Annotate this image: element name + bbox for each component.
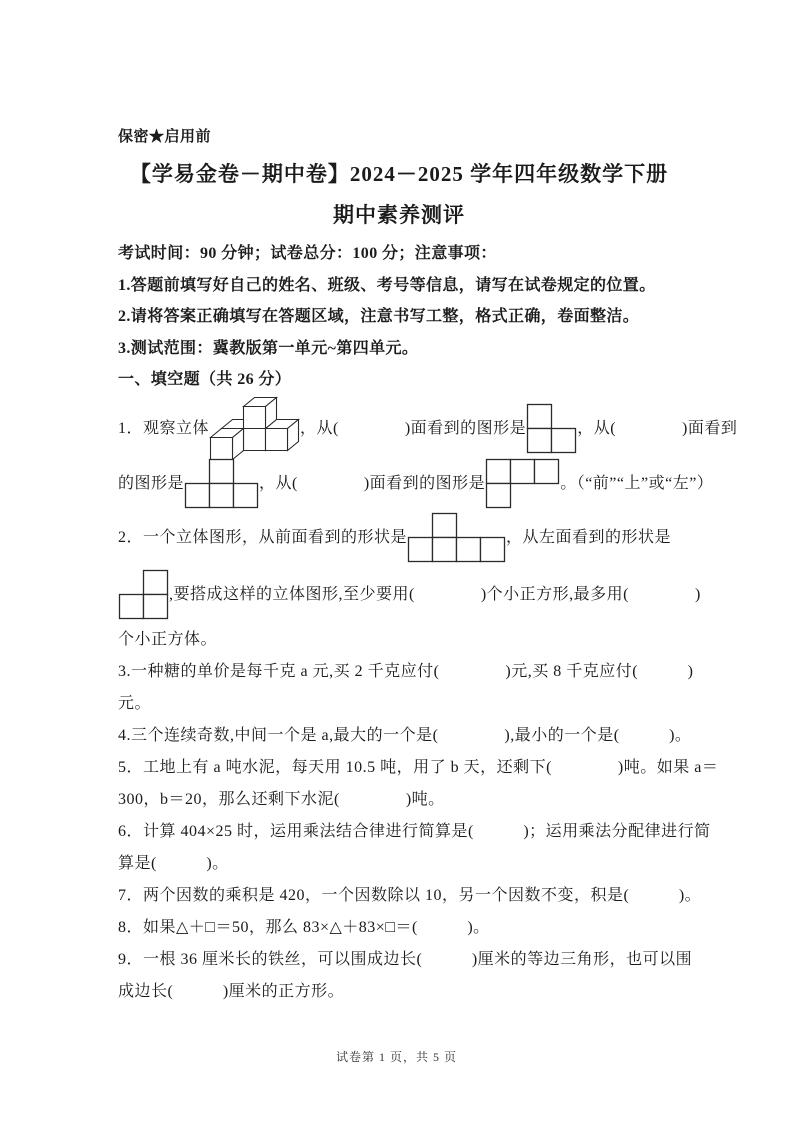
q1-solid-figure [209, 396, 300, 461]
exam-title-line1: 【学易金卷－期中卷】2024－2025 学年四年级数学下册 [129, 162, 669, 186]
question-2-line-1 [118, 510, 680, 566]
text-run: 个小正方体。 [118, 630, 218, 648]
secrecy-label: 保密★启用前 [118, 129, 212, 145]
question-6-line-1 [118, 816, 711, 848]
question-3-line-1 [118, 656, 694, 688]
text-run: ，从( )面看到的图形是 [259, 474, 486, 492]
exam-title-line2: 期中素养测评 [333, 203, 465, 227]
q1-view-a-figure [526, 403, 577, 454]
text-run: 的图形是 [118, 474, 185, 492]
text-run: 。（“前”“上”或“左”） [560, 474, 714, 492]
question-7 [118, 880, 702, 912]
notice-3: 3.测试范围：冀教版第一单元~第四单元。 [118, 339, 419, 357]
question-6-line-2 [118, 848, 680, 880]
q2-left-view-figure [118, 569, 169, 620]
question-9-line-2 [118, 976, 680, 1008]
question-6 [118, 816, 711, 880]
question-1-line-1 [118, 400, 738, 458]
question-5-line-1 [118, 752, 719, 784]
exam-info: 考试时间：90 分钟；试卷总分：100 分；注意事项： [118, 245, 497, 262]
question-2-line-2 [118, 566, 701, 624]
question-8 [118, 912, 680, 944]
q1-view-b-figure [184, 458, 259, 509]
text-run: 4.三个连续奇数,中间一个是 a,最大的一个是( ),最小的一个是( )。 [118, 726, 692, 744]
text-run: 元。 [118, 694, 152, 712]
question-4-line-1 [118, 720, 692, 752]
text-run: 300，b＝20，那么还剩下水泥( )吨。 [118, 790, 445, 808]
question-5 [118, 752, 719, 816]
question-3-line-2 [118, 688, 680, 720]
text-run: 2．一个立体图形，从前面看到的形状是 [118, 528, 408, 546]
question-9 [118, 944, 693, 1008]
text-run: ,要搭成这样的立体图形,至少要用( )个小正方形,最多用( ) [169, 585, 701, 603]
question-3 [118, 656, 694, 720]
question-5-line-2 [118, 784, 680, 816]
text-run: 8．如果△＋□＝50，那么 83×△＋83×□＝( )。 [118, 918, 490, 936]
question-1-line-2 [118, 458, 714, 510]
question-4 [118, 720, 692, 752]
section-1-title: 一、填空题（共 26 分） [118, 371, 292, 388]
text-run: 7．两个因数的乘积是 420，一个因数除以 10，另一个因数不变，积是( )。 [118, 886, 702, 904]
text-run: 6．计算 404×25 时，运用乘法结合律进行简算是( )；运用乘法分配律进行简 [118, 822, 711, 840]
q1-view-c-figure [485, 458, 560, 509]
notice-1: 1.答题前填写好自己的姓名、班级、考号等信息，请写在试卷规定的位置。 [118, 276, 656, 294]
text-run: 1．观察立体 [118, 419, 210, 437]
q2-front-view-figure [407, 512, 506, 563]
text-run: ，从( )面看到 [577, 419, 738, 437]
text-run: ，从( )面看到的图形是 [300, 419, 527, 437]
text-run: 9．一根 36 厘米长的铁丝，可以围成边长( )厘米的等边三角形，也可以围 [118, 950, 693, 968]
question-1 [118, 400, 738, 510]
notice-2: 2.请将答案正确填写在答题区域，注意书写工整，格式正确，卷面整洁。 [118, 308, 640, 325]
text-run: 5．工地上有 a 吨水泥，每天用 10.5 吨，用了 b 天，还剩下( )吨。如果 a＝ [118, 758, 719, 776]
page-number-footer: 试卷第 1 页，共 5 页 [335, 1050, 457, 1064]
question-8-line-1 [118, 912, 680, 944]
text-run: ，从左面看到的形状是 [506, 528, 672, 546]
question-9-line-1 [118, 944, 693, 976]
question-7-line-1 [118, 880, 702, 912]
text-run: 成边长( )厘米的正方形。 [118, 982, 345, 1000]
question-2 [118, 510, 701, 656]
question-2-line-3 [118, 624, 680, 656]
text-run: 3.一种糖的单价是每千克 a 元,买 2 千克应付( )元,买 8 千克应付( ) [118, 662, 694, 680]
text-run: 算是( )。 [118, 854, 229, 872]
page-content [118, 126, 738, 1008]
